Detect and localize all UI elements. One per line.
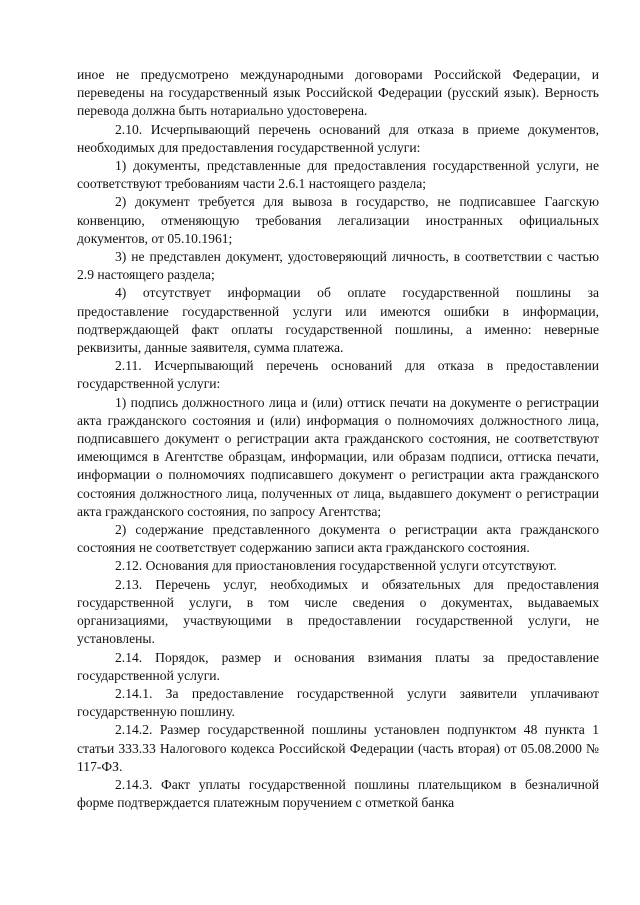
paragraph-2-11-item-2: 2) содержание представленного документа о регистрации акта гражданского состояния не соответствует содержанию записи акта гражданского состояния. — [77, 522, 599, 556]
paragraph-2-14-1: 2.14.1. За предоставление государственной услуги заявители уплачивают государственную пошлину. — [77, 685, 599, 720]
paragraph-2-14: 2.14. Порядок, размер и основания взимания платы за предоставление государственной услуги. — [77, 649, 599, 683]
paragraph-2-10-item-2: 2) документ требуется для вывоза в государство, не подписавшее Гаагскую конвенцию, отменяющую требования легализации иностранных официальных документов, от 05.10.1961; — [77, 194, 599, 246]
paragraph-2-14-3: 2.14.3. Факт уплаты государственной пошлины плательщиком в безналичной форме подтверждается платежным поручением с отметкой банка — [77, 776, 599, 811]
paragraph-2-11-item-1: 1) подпись должностного лица и (или) оттиск печати на документе о регистрации акта гражданского состояния и (или) информация о полномочиях должностного лица, подписавшего документ о регистрации акта гражданского состояния, не соответствуют имеющимся в Агентстве образцам, информации, или образам подписи, оттиска печати, информации о полномочиях подписавшего документ о регистрации акта гражданского состояния должностного лица, полученных от лица, выдавшего документ о регистрации акта гражданского состояния, по запросу Агентства; — [77, 394, 599, 519]
paragraph-2-10: 2.10. Исчерпывающий перечень оснований для отказа в приеме документов, необходимых для предоставления государственной услуги: — [77, 121, 599, 155]
paragraph-2-10-item-1: 1) документы, представленные для предоставления государственной услуги, не соответствуют требованиям части 2.6.1 настоящего раздела; — [77, 158, 599, 192]
paragraph-2-12: 2.12. Основания для приостановления государственной услуги отсутствуют. — [115, 558, 557, 574]
paragraph-2-10-item-3: 3) не представлен документ, удостоверяющий личность, в соответствии с частью 2.9 настоящего раздела; — [77, 249, 599, 283]
document-body — [77, 66, 599, 812]
paragraph-2-14-2: 2.14.2. Размер государственной пошлины установлен подпунктом 48 пункта 1 статьи 333.33 Налогового кодекса Российской Федерации (часть вторая) от 05.08.2000 № 117-ФЗ. — [77, 722, 599, 774]
paragraph-2-13: 2.13. Перечень услуг, необходимых и обязательных для предоставления государственной услуги, в том числе сведения о документах, выдаваемых организациями, участвующими в предоставлении государственной услуги, не установлены. — [77, 576, 599, 647]
paragraph-2-10-item-4: 4) отсутствует информации об оплате государственной пошлины за предоставление государственной услуги или имеются ошибки в информации, подтверждающей факт оплаты государственной пошлины, а именно: неверные реквизиты, данные заявителя, сумма платежа. — [77, 285, 599, 356]
paragraph-2-11: 2.11. Исчерпывающий перечень оснований для отказа в предоставлении государственной услуги: — [77, 358, 599, 392]
paragraph-continuation: иное не предусмотрено международными договорами Российской Федерации, и переведены на государственный язык Российской Федерации (русский язык). Верность перевода должна быть нотариально удостоверена. — [77, 67, 599, 119]
